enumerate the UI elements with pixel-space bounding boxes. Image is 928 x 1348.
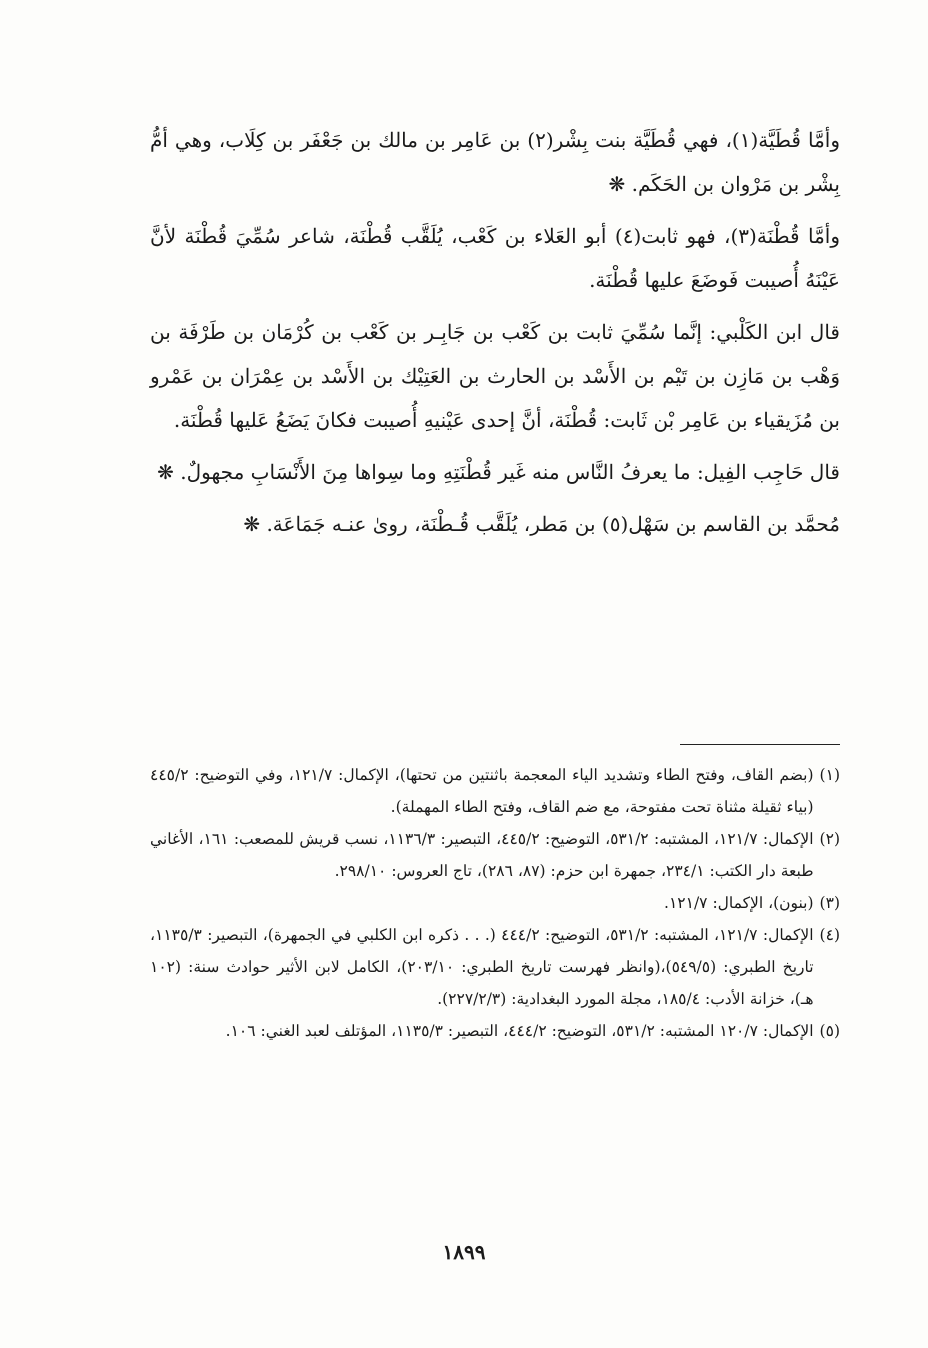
footnote-5 (150, 1015, 840, 1047)
footnote-2 (150, 823, 840, 887)
footnote-number: (١) (819, 766, 840, 784)
main-text (150, 118, 840, 554)
paragraph-muhammad-ibn-qasim: مُحمَّد بن القاسم بن سَهْل(٥) بن مَطر، يُلَقَّب قُـطْنَة، روىٰ عنـه جَمَاعَة. ❋ (243, 512, 840, 536)
paragraph-hajib-alfil: قال حَاجِب الفِيل: ما يعرفُ النَّاس منه غَير قُطْنَتِهِ وما سِواها مِنَ الأَنْسَابِ مجهولٌ. ❋ (157, 460, 840, 484)
footnote-4 (150, 919, 840, 1015)
footnote-number: (٣) (819, 894, 840, 912)
footnotes-section (150, 744, 840, 1047)
footnote-3 (150, 887, 840, 919)
footnote-1 (150, 759, 840, 823)
footnote-number: (٤) (819, 926, 840, 944)
paragraph-ibn-kalbi: قال ابن الكَلْبي: إنَّما سُمِّيَ ثابت بن كَعْب بن جَابِـر بن كَعْب بن كُرْمَان بن طَرْفَة بن وَهْب بن مَازِن بن تَيْم بن الأَسْد بن الحارث بن العَتِيْك بن الأَسْد بن عِمْرَان بن عَمْرو بن مُزَيقياء بن عَامِر بْن ثَابت: قُطْنَة، أنَّ إحدى عَيْنيهِ أُصيبت فكانَ يَضَعُ عَليها قُطْنَة. (150, 320, 840, 432)
footnote-divider (680, 744, 840, 745)
footnote-number: (٢) (819, 830, 840, 848)
footnote-text: الإكمال: ١٢١/٧، المشتبه: ٥٣١/٢، التوضيح: ٤٤٥/٢، التبصير: ١١٣٦/٣، نسب قريش للمصعب: ١٦١، الأغاني طبعة دار الكتب: ٢٣٤/١، جمهرة ابن حزم: (٨٧، ٢٨٦)، تاج العروس: ٢٩٨/١٠. (150, 830, 814, 880)
footnote-list (150, 759, 840, 1047)
paragraph-qutna: وأمَّا قُطْنَة(٣)، فهو ثابت(٤) أبو العَلاء بن كَعْب، يُلَقَّب قُطْنَة، شاعر سُمِّيَ قُطْنَة لأنَّ عَيْنَهُ أُصيبت فَوضَعَ عليها قُطْنَة. (150, 224, 840, 292)
footnote-text: (بضم القاف، وفتح الطاء وتشديد الياء المعجمة باثنتين من تحتها)، الإكمال: ١٢١/٧، وفي التوضيح: ٤٤٥/٢ (بياء ثقيلة مثناة تحت مفتوحة، مع ضم القاف، وفتح الطاء المهملة). (150, 766, 814, 816)
page-number: ١٨٩٩ (442, 1240, 486, 1264)
footnote-text: (بنون)، الإكمال: ١٢١/٧. (664, 894, 814, 912)
footnote-number: (٥) (819, 1022, 840, 1040)
paragraph-qutayya: وأمَّا قُطَيَّة(١)، فهي قُطَيَّة بنت بِشْر(٢) بن عَامِر بن مالك بن جَعْفَر بن كِلَاب، وهي أمُّ بِشْر بن مَرْوان بن الحَكَم. ❋ (150, 128, 841, 196)
footnote-text: الإكمال: ١٢٠/٧ المشتبه: ٥٣١/٢، التوضيح: ٤٤٤/٢، التبصير: ١١٣٥/٣، المؤتلف لعبد الغني: ١٠٦. (225, 1022, 814, 1040)
footnote-text: الإكمال: ١٢١/٧، المشتبه: ٥٣١/٢، التوضيح: ٤٤٤/٢ (. . . ذكره ابن الكلبي في الجمهرة)، التبصير: ١١٣٥/٣، تاريخ الطبري: (٥٤٩/٥)،(وانظر فهرست تاريخ الطبري: ٢٠٣/١٠)، الكامل لابن الأثير حوادث سنة: (١٠٢ هـ)، خزانة الأدب: ١٨٥/٤، مجلة المورد البغدادية: (٢٢٧/٢/٣). (150, 926, 814, 1008)
